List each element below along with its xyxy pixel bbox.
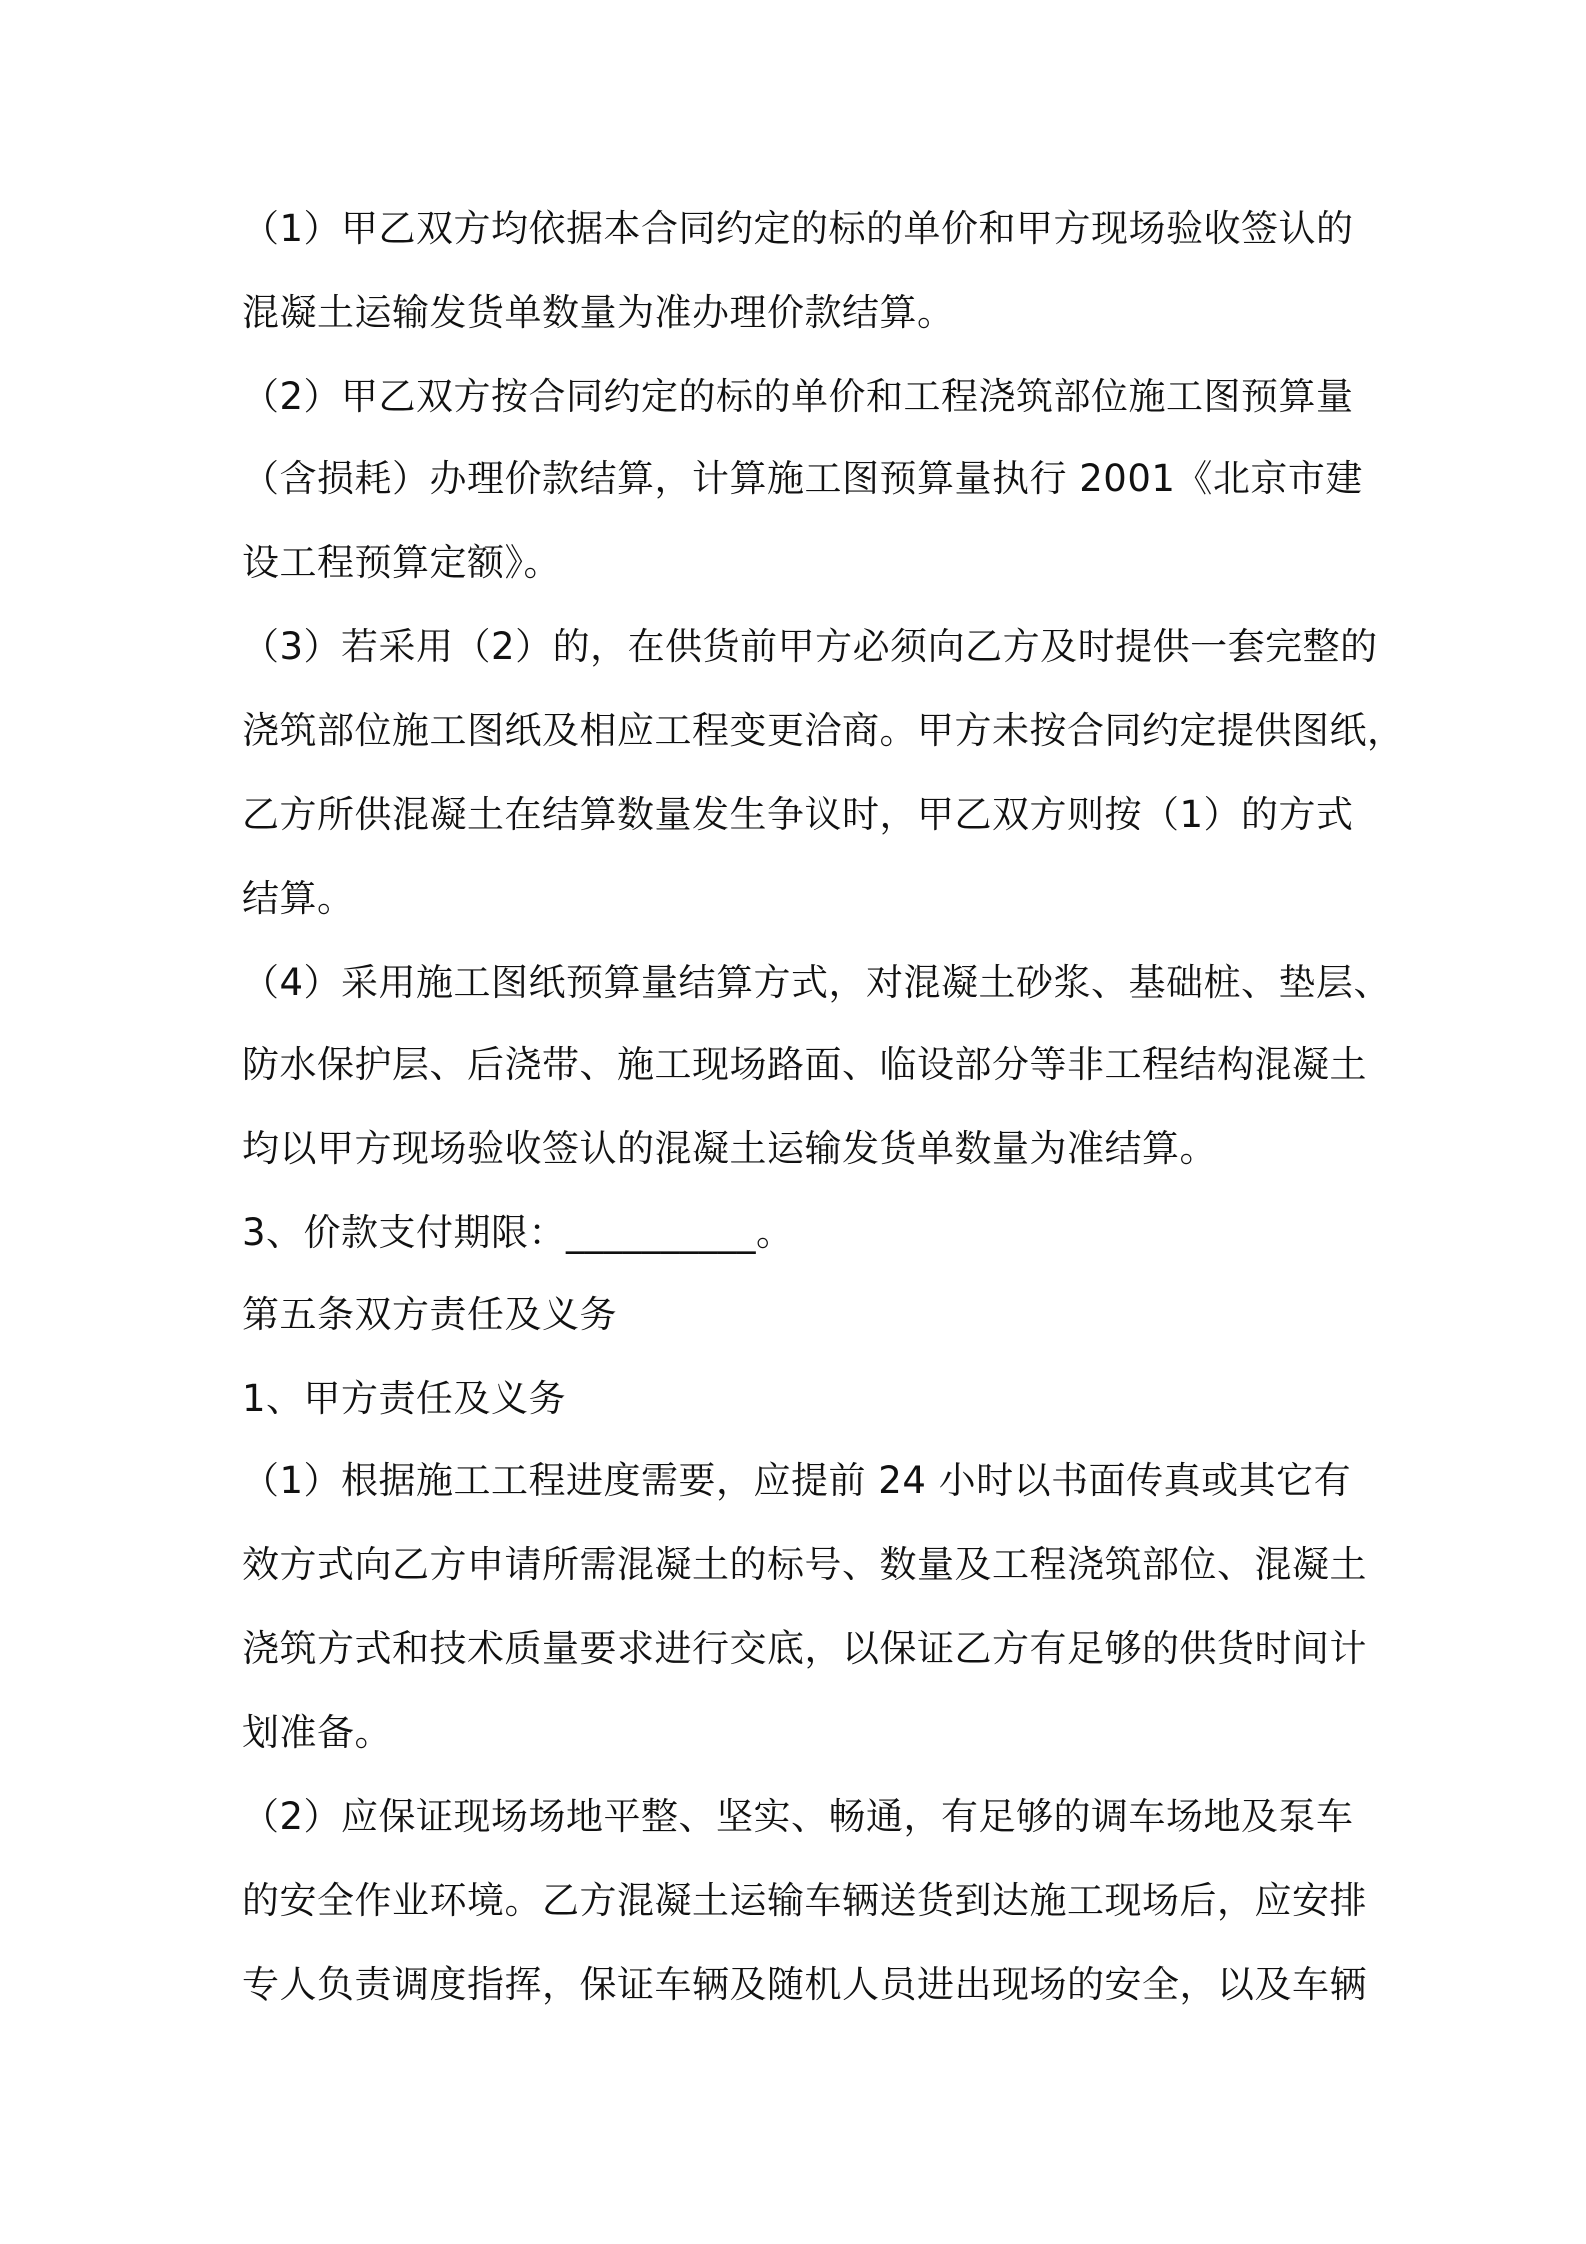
text-line: 结算。 [242, 877, 355, 920]
text-line: （1）甲乙双方均依据本合同约定的标的单价和甲方现场验收签认的 [242, 207, 1354, 250]
text-line: 浇筑方式和技术质量要求进行交底，以保证乙方有足够的供货时间计 [242, 1627, 1367, 1670]
text-line: 设工程预算定额》。 [242, 541, 561, 584]
text-line: （1）根据施工工程进度需要，应提前 24 小时以书面传真或其它有 [242, 1459, 1352, 1502]
text-line: （含损耗）办理价款结算，计算施工图预算量执行 2001《北京市建 [242, 457, 1363, 500]
section-heading: 第五条双方责任及义务 [242, 1293, 617, 1336]
text-line: 均以甲方现场验收签认的混凝土运输发货单数量为准结算。 [242, 1127, 1217, 1170]
text-line: （4）采用施工图纸预算量结算方式，对混凝土砂浆、基础桩、垫层、 [242, 961, 1392, 1004]
text-line: 3、价款支付期限：__________。 [242, 1211, 794, 1254]
text-line: （2）甲乙双方按合同约定的标的单价和工程浇筑部位施工图预算量 [242, 375, 1354, 418]
text-line: 的安全作业环境。乙方混凝土运输车辆送货到达施工现场后，应安排 [242, 1879, 1367, 1922]
text-line: 乙方所供混凝土在结算数量发生争议时，甲乙双方则按（1）的方式 [242, 793, 1354, 836]
text-line: 效方式向乙方申请所需混凝土的标号、数量及工程浇筑部位、混凝土 [242, 1543, 1367, 1586]
text-line: （2）应保证现场场地平整、坚实、畅通，有足够的调车场地及泵车 [242, 1795, 1354, 1838]
text-line: 混凝土运输发货单数量为准办理价款结算。 [242, 291, 955, 334]
text-line: 专人负责调度指挥，保证车辆及随机人员进出现场的安全，以及车辆 [242, 1963, 1367, 2006]
text-line: 浇筑部位施工图纸及相应工程变更洽商。甲方未按合同约定提供图纸， [242, 709, 1405, 752]
text-line: 防水保护层、后浇带、施工现场路面、临设部分等非工程结构混凝土 [242, 1043, 1367, 1086]
text-line: 划准备。 [242, 1711, 392, 1754]
text-line: （3）若采用（2）的，在供货前甲方必须向乙方及时提供一套完整的 [242, 625, 1378, 668]
subsection-heading: 1、甲方责任及义务 [242, 1377, 567, 1420]
